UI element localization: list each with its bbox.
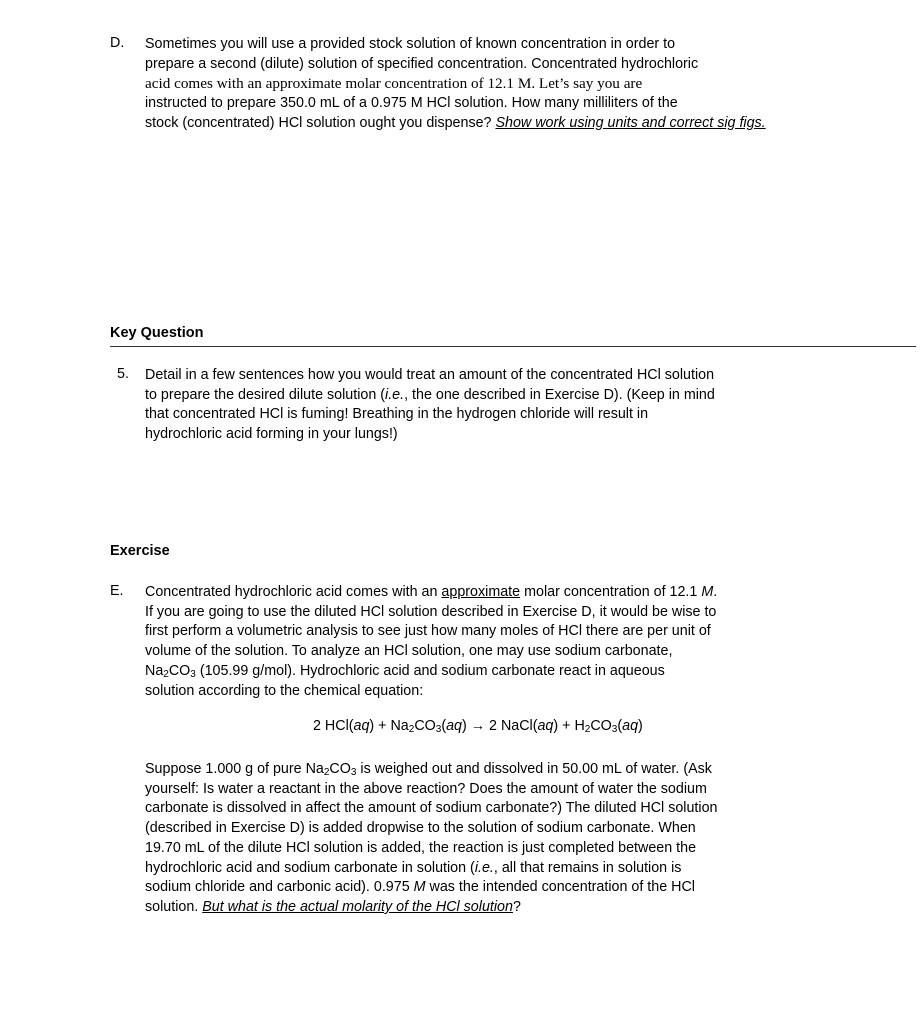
text-segment: i.e. <box>385 386 405 403</box>
equation-part: ) + Na <box>369 718 409 734</box>
text-segment: (105.99 g/mol). Hydrochloric acid and sodium carbonate react in aqueous <box>195 662 665 679</box>
text-line: carbonate is dissolved in affect the amount of sodium carbonate?) The diluted HCl solution <box>145 800 718 817</box>
subscript: 2 <box>163 668 169 680</box>
question-5-text <box>145 366 805 445</box>
subscript: 2 <box>408 724 415 735</box>
equation-state: aq <box>622 718 639 734</box>
text-segment: , the one described in Exercise D). (Keep in mind <box>404 386 715 403</box>
text-line <box>145 859 825 879</box>
text-segment: solution. <box>145 898 203 915</box>
text-segment: i.e. <box>474 859 494 876</box>
text-segment: is weighed out and dissolved in 50.00 mL of water. (Ask <box>356 761 712 777</box>
text-segment: CO <box>168 662 191 679</box>
text-segment: was the intended concentration of the HCl <box>425 879 695 896</box>
exercise-e-label: E. <box>110 583 124 599</box>
text-segment: approximate <box>441 584 521 600</box>
section-divider <box>110 346 916 347</box>
subscript: 3 <box>435 724 442 735</box>
text-segment: stock (concentrated) HCl solution ought you dispense? <box>145 114 496 131</box>
equation-part: ( <box>441 718 447 734</box>
text-line: volume of the solution. To analyze an HCl solution, one may use sodium carbonate, <box>145 643 673 660</box>
text-line <box>145 662 825 682</box>
equation-part: ) <box>638 718 643 734</box>
text-segment: sodium chloride and carbonic acid). 0.975 <box>145 879 414 896</box>
equation-part: CO <box>590 718 612 734</box>
equation-part: ) → 2 NaCl( <box>462 718 538 734</box>
subscript: 2 <box>584 724 591 735</box>
text-line: yourself: Is water a reactant in the above reaction? Does the amount of water the sodium <box>145 780 707 797</box>
equation-state: aq <box>537 718 554 734</box>
exercise-e-paragraph-2-text <box>145 760 825 918</box>
text-line <box>145 760 825 780</box>
equation-state: aq <box>353 718 370 734</box>
subscript: 3 <box>350 767 357 778</box>
instruction-emphasis: Show work using units and correct sig figs. <box>495 114 766 131</box>
text-line: Sometimes you will use a provided stock solution of known concentration in order to <box>145 36 676 52</box>
text-line <box>145 898 825 918</box>
exercise-d-text <box>145 35 805 134</box>
text-segment: M <box>413 879 426 896</box>
text-line: (described in Exercise D) is added dropwise to the solution of sodium carbonate. When <box>145 820 696 837</box>
equation-part: ( <box>617 718 623 734</box>
equation-part: ) + H <box>553 718 585 734</box>
text-line <box>145 583 825 603</box>
text-line: If you are going to use the diluted HCl solution described in Exercise D, it would be wise to <box>145 603 717 620</box>
text-line: acid comes with an approximate molar concentration of 12.1 M. Let’s say you are <box>145 75 643 93</box>
text-segment: , all that remains in solution is <box>493 859 682 876</box>
text-line: hydrochloric acid forming in your lungs!) <box>145 426 398 443</box>
exercise-heading: Exercise <box>110 543 170 559</box>
chemical-equation <box>313 718 643 734</box>
equation-state: aq <box>446 718 463 734</box>
question-5-label: 5. <box>117 366 129 382</box>
text-segment: M <box>701 584 714 600</box>
text-line: instructed to prepare 350.0 mL of a 0.975 M HCl solution. How many milliliters of the <box>145 95 678 112</box>
text-segment: CO <box>329 761 351 777</box>
text-line: Detail in a few sentences how you would treat an amount of the concentrated HCl solution <box>145 367 715 383</box>
text-segment: molar concentration of 12.1 <box>520 584 702 600</box>
key-question-heading: Key Question <box>110 325 204 341</box>
text-segment: Na <box>145 662 164 679</box>
text-segment: to prepare the desired dilute solution ( <box>145 386 386 403</box>
equation-part: 2 HCl( <box>313 718 354 734</box>
text-line <box>145 114 805 134</box>
exercise-e-text <box>145 583 825 701</box>
text-segment: . <box>713 584 718 600</box>
text-segment: hydrochloric acid and sodium carbonate in solution ( <box>145 859 475 876</box>
subscript: 2 <box>323 767 330 778</box>
text-segment: Concentrated hydrochloric acid comes with an <box>145 584 442 600</box>
text-line: solution according to the chemical equation: <box>145 682 424 699</box>
text-line: prepare a second (dilute) solution of specified concentration. Concentrated hydrochloric <box>145 55 699 72</box>
text-line: that concentrated HCl is fuming! Breathing in the hydrogen chloride will result in <box>145 406 649 423</box>
exercise-d-label: D. <box>110 35 125 51</box>
text-line <box>145 386 805 406</box>
subscript: 3 <box>190 668 196 680</box>
subscript: 3 <box>611 724 618 735</box>
text-segment: Suppose 1.000 g of pure Na <box>145 761 324 777</box>
text-segment: ? <box>512 898 521 915</box>
text-line <box>145 878 825 898</box>
question-emphasis: But what is the actual molarity of the HCl solution <box>202 898 513 915</box>
text-line: first perform a volumetric analysis to see just how many moles of HCl there are per unit of <box>145 623 711 640</box>
text-line: 19.70 mL of the dilute HCl solution is added, the reaction is just completed between the <box>145 839 697 856</box>
equation-part: CO <box>414 718 436 734</box>
